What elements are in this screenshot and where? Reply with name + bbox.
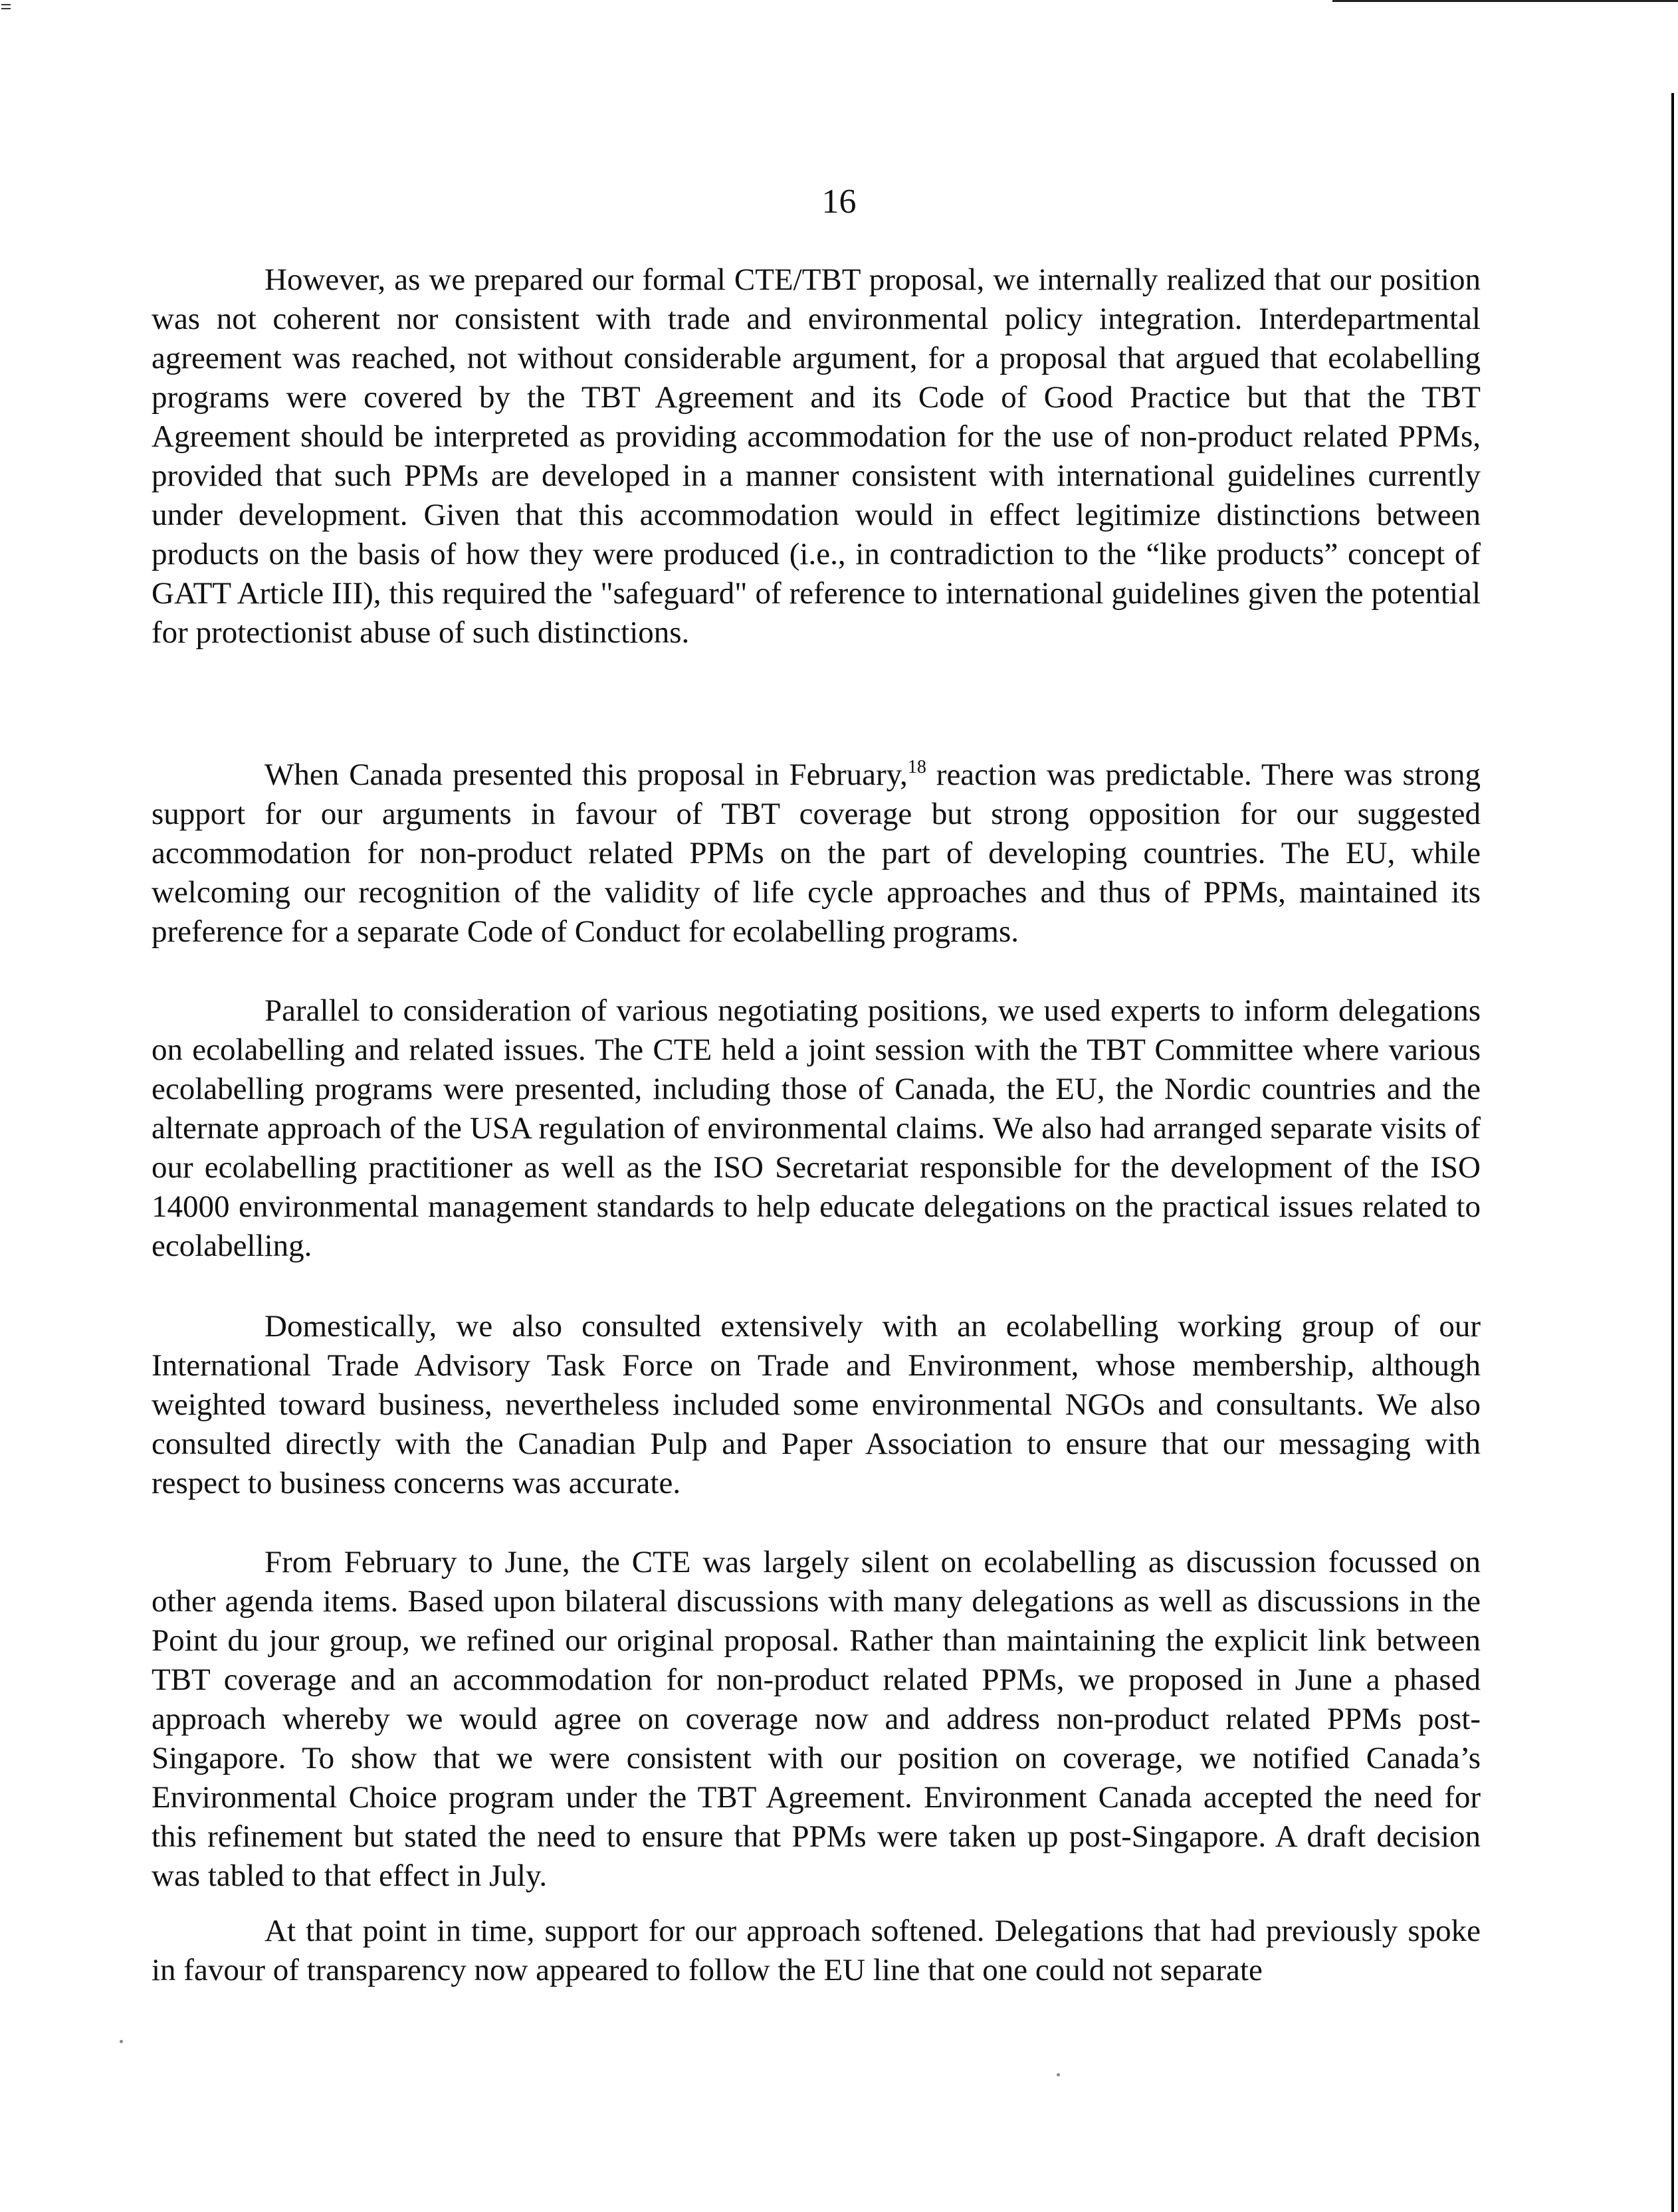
paragraph-5 [152, 1543, 1481, 1896]
paragraph-2 [152, 755, 1481, 952]
scan-top-edge [1332, 0, 1678, 2]
paragraph-text: However, as we prepared our formal CTE/TBT proposal, we internally realized that our position was not coherent nor consistent with trade and environmental policy integration. Interdepartmental agreement was reached, not without considerable argument, for a proposal that argued that ecolabelling programs were covered by the TBT Agreement and its Code of Good Practice but that the TBT Agreement should be interpreted as providing accommodation for the use of non-product related PPMs, provided that such PPMs are developed in a manner consistent with international guidelines currently under development. Given that this accommodation would in effect legitimize distinctions between products on the basis of how they were produced (i.e., in contradiction to the “like products” concept of GATT Article III), this required the "safeguard" of reference to international guidelines given the potential for protectionist abuse of such distinctions. [152, 262, 1481, 650]
paragraph-text: When Canada presented this proposal in February, [264, 757, 908, 792]
scan-speck [120, 2040, 123, 2043]
paragraph-4 [152, 1307, 1481, 1503]
paragraph-6 [152, 1912, 1481, 1990]
paragraph-text: Domestically, we also consulted extensively with an ecolabelling working group of our International Trade Advisory Task Force on Trade and Environment, whose membership, although weighted toward business, nevertheless included some environmental NGOs and consultants. We also consulted directly with the Canadian Pulp and Paper Association to ensure that our messaging with respect to business concerns was accurate. [152, 1309, 1481, 1500]
scan-speck [1057, 2073, 1060, 2076]
scan-right-edge [1671, 93, 1674, 2212]
scan-corner-mark [1, 4, 11, 5]
paragraph-text: Parallel to consideration of various negotiating positions, we used experts to inform delegations on ecolabelling and related issues. The CTE held a joint session with the TBT Committee where various ecolabelling programs were presented, including those of Canada, the EU, the Nordic countries and the alternate approach of the USA regulation of environmental claims. We also had arranged separate visits of our ecolabelling practitioner as well as the ISO Secretariat responsible for the development of the ISO 14000 environmental management standards to help educate delegations on the practical issues related to ecolabelling. [152, 993, 1481, 1263]
paragraph-3 [152, 991, 1481, 1266]
paragraph-1 [152, 260, 1481, 653]
paragraph-text: At that point in time, support for our approach softened. Delegations that had previously spoke in favour of transparency now appeared to follow the EU line that one could not separate [152, 1914, 1481, 1987]
paragraph-text: From February to June, the CTE was largely silent on ecolabelling as discussion focussed on other agenda items. Based upon bilateral discussions with many delegations as well as discussions in the Point du jour group, we refined our original proposal. Rather than maintaining the explicit link between TBT coverage and an accommodation for non-product related PPMs, we proposed in June a phased approach whereby we would agree on coverage now and address non-product related PPMs post-Singapore. To show that we were consistent with our position on coverage, we notified Canada’s Environmental Choice program under the TBT Agreement. Environment Canada accepted the need for this refinement but stated the need to ensure that PPMs were taken up post-Singapore. A draft decision was tabled to that effect in July. [152, 1545, 1481, 1893]
paragraph-text: reaction was predictable. There was strong support for our arguments in favour of TBT coverage but strong opposition for our suggested accommodation for non-product related PPMs on the part of developing countries. The EU, while welcoming our recognition of the validity of life cycle approaches and thus of PPMs, maintained its preference for a separate Code of Conduct for ecolabelling programs. [152, 757, 1481, 949]
footnote-reference: 18 [907, 757, 926, 777]
page-number: 16 [821, 183, 857, 221]
